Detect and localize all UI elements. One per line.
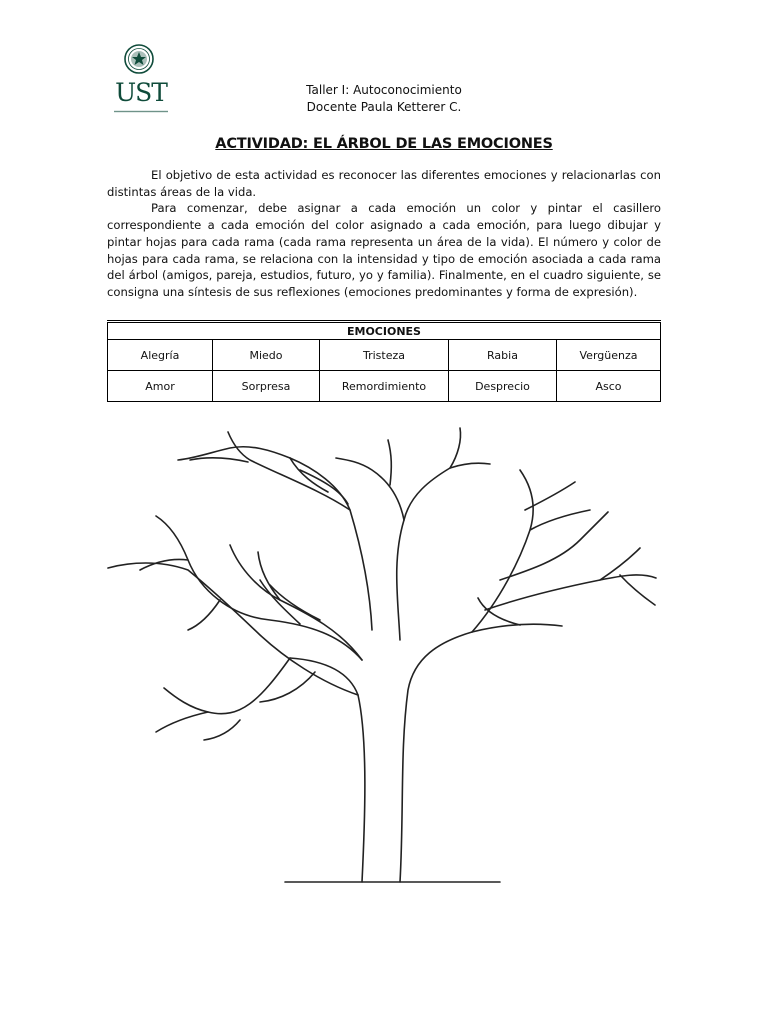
tree-branch (108, 563, 358, 695)
tree-trunk-right (400, 632, 472, 882)
tree-branch (156, 516, 362, 660)
tree-branch (164, 658, 290, 714)
university-logo (112, 44, 170, 118)
tree-branch (178, 447, 290, 460)
tree-branch (188, 600, 220, 630)
table-cell[interactable]: Tristeza (320, 340, 449, 371)
tree-branch (472, 470, 533, 632)
tree-branch (190, 458, 248, 462)
tree-branch (228, 432, 350, 510)
tree-branch (336, 458, 404, 520)
logo-tagline (114, 110, 168, 113)
course-name: Taller I: Autoconocimiento (306, 83, 462, 97)
paragraph-instructions: Para comenzar, debe asignar a cada emoción un color y pintar el casillero correspondiente a cada emoción del color asignado a cada emoción, para luego dibujar y pintar hojas para cada rama (cada rama representa un área de la vida). El número y color de hojas para cada rama, se relaciona con la intensidad y tipo de emoción asociada a cada rama del árbol (amigos, pareja, estudios, futuro, yo y familia). Finalmente, en el cuadro siguiente, se consigna una síntesis de sus reflexiones (emociones predominantes y forma de expresión). (107, 201, 661, 299)
table-cell[interactable]: Alegría (108, 340, 213, 371)
tree-branch (388, 440, 391, 485)
table-header-row (108, 322, 661, 340)
emotions-table (107, 320, 661, 402)
table-row (108, 340, 661, 371)
tree-branch (156, 712, 208, 732)
table-row (108, 371, 661, 402)
table-cell[interactable]: Vergüenza (557, 340, 661, 371)
paragraph-objective: El objetivo de esta actividad es reconocer las diferentes emociones y relacionarlas con distintas áreas de la vida. (107, 168, 661, 199)
tree-branch (472, 624, 562, 632)
table-cell[interactable]: Asco (557, 371, 661, 402)
table-cell[interactable]: Desprecio (449, 371, 557, 402)
page-title: ACTIVIDAD: EL ÁRBOL DE LAS EMOCIONES (215, 136, 553, 152)
table-cell[interactable]: Sorpresa (213, 371, 320, 402)
tree-branch (450, 428, 461, 468)
tree-fork (397, 468, 450, 640)
tree-branch (620, 575, 655, 605)
university-seal-icon (124, 44, 154, 74)
tree-branch (204, 720, 240, 740)
table-cell[interactable]: Miedo (213, 340, 320, 371)
tree-branch (530, 510, 590, 530)
table-cell[interactable]: Rabia (449, 340, 557, 371)
tree-drawing (100, 420, 670, 890)
instructions-body (107, 167, 661, 301)
tree-branch (478, 598, 520, 625)
tree-branch (500, 512, 608, 580)
table-header: EMOCIONES (108, 322, 661, 340)
tree-branch (485, 575, 656, 610)
table-cell[interactable]: Amor (108, 371, 213, 402)
teacher-name: Docente Paula Ketterer C. (306, 100, 462, 114)
logo-wordmark: UST (115, 78, 167, 107)
tree-branch (260, 580, 300, 624)
table-cell[interactable]: Remordimiento (320, 371, 449, 402)
tree-branch (450, 463, 490, 468)
tree-trunk-left (290, 658, 365, 882)
